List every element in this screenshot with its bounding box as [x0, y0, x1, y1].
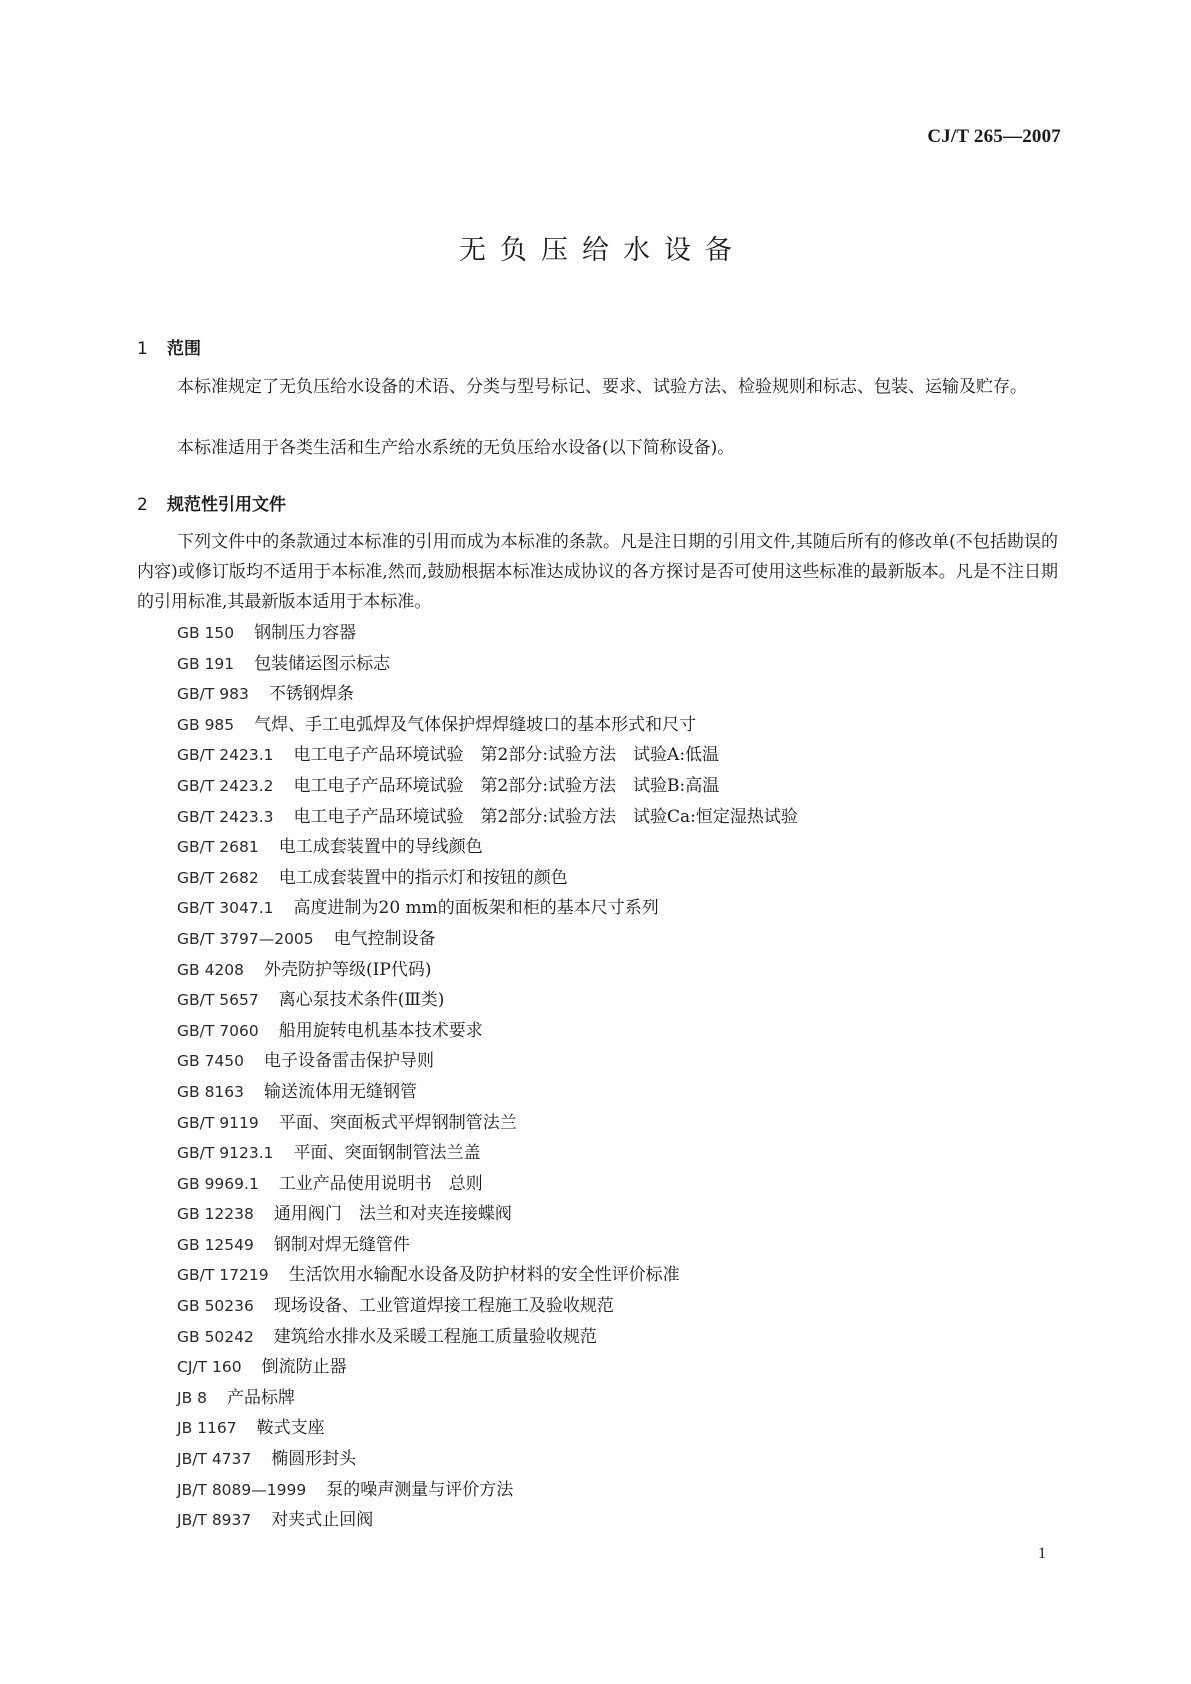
reference-code: GB/T 9123.1	[177, 1144, 274, 1163]
reference-title: 钢制压力容器	[254, 623, 357, 643]
list-item	[177, 802, 798, 833]
reference-title: 泵的噪声测量与评价方法	[326, 1479, 514, 1500]
reference-title: 电工成套装置中的导线颜色	[278, 837, 483, 858]
reference-title: 电工电子产品环境试验 第2部分:试验方法 试验A:低温	[293, 745, 720, 766]
reference-title: 电子设备雷击保护导则	[264, 1051, 435, 1072]
reference-title: 倒流防止器	[261, 1357, 347, 1378]
reference-code: JB/T 8089—1999	[177, 1480, 307, 1499]
reference-title: 通用阀门 法兰和对夹连接蝶阀	[273, 1204, 512, 1225]
scope-paragraph-2: 本标准适用于各类生活和生产给水系统的无负压给水设备(以下简称设备)。	[177, 438, 735, 458]
section-title: 规范性引用文件	[167, 495, 286, 515]
list-item	[177, 893, 798, 924]
list-item	[177, 1260, 798, 1291]
reference-code: GB/T 2423.3	[177, 807, 274, 826]
section-heading-normative-references	[137, 490, 286, 515]
list-item	[177, 1383, 798, 1414]
reference-code: JB/T 4737	[177, 1450, 252, 1469]
reference-code: GB 50242	[177, 1327, 254, 1346]
list-item	[177, 1352, 798, 1383]
reference-code: GB 191	[177, 654, 235, 673]
reference-title: 电工电子产品环境试验 第2部分:试验方法 试验B:高温	[293, 775, 720, 796]
section-title: 范围	[167, 339, 201, 359]
reference-code: JB 1167	[177, 1419, 237, 1438]
reference-title: 高度进制为20 mm的面板架和柜的基本尺寸系列	[293, 898, 659, 919]
document-title: 无负压给水设备	[459, 235, 746, 266]
reference-code: GB 985	[177, 715, 235, 734]
list-item	[177, 679, 798, 710]
reference-title: 离心泵技术条件(Ⅲ类)	[278, 990, 445, 1011]
list-item	[177, 985, 798, 1016]
list-item	[177, 1475, 798, 1506]
reference-code: GB 12549	[177, 1235, 254, 1254]
list-item	[177, 1016, 798, 1047]
reference-title: 船用旋转电机基本技术要求	[278, 1020, 483, 1041]
list-item	[177, 1169, 798, 1200]
reference-code: JB 8	[177, 1388, 207, 1407]
reference-title: 椭圆形封头	[271, 1449, 357, 1470]
list-item	[177, 618, 798, 649]
reference-code: CJ/T 160	[177, 1358, 242, 1377]
reference-title: 生活饮用水输配水设备及防护材料的安全性评价标准	[288, 1265, 680, 1286]
reference-list	[177, 618, 798, 1536]
list-item	[177, 1199, 798, 1230]
list-item	[177, 649, 798, 680]
reference-code: GB/T 3047.1	[177, 899, 274, 918]
list-item	[177, 771, 798, 802]
reference-code: GB 7450	[177, 1052, 245, 1071]
list-item	[177, 1291, 798, 1322]
list-item	[177, 710, 798, 741]
reference-title: 不锈钢焊条	[268, 684, 354, 705]
reference-title: 输送流体用无缝钢管	[264, 1081, 418, 1102]
reference-title: 平面、突面钢制管法兰盖	[293, 1143, 481, 1164]
reference-code: GB 150	[177, 624, 235, 642]
reference-code: GB/T 983	[177, 685, 249, 704]
reference-code: JB/T 8937	[177, 1511, 252, 1530]
reference-code: GB/T 2423.1	[177, 746, 274, 765]
reference-title: 电气控制设备	[333, 928, 436, 949]
list-item	[177, 1444, 798, 1475]
reference-title: 建筑给水排水及采暖工程施工质量验收规范	[273, 1326, 597, 1347]
reference-title: 电工电子产品环境试验 第2部分:试验方法 试验Ca:恒定湿热试验	[293, 806, 798, 827]
list-item	[177, 832, 798, 863]
reference-title: 包装储运图示标志	[254, 653, 391, 674]
reference-code: GB/T 2682	[177, 868, 259, 887]
reference-code: GB/T 2681	[177, 838, 259, 857]
reference-title: 产品标牌	[227, 1387, 295, 1408]
reference-title: 现场设备、工业管道焊接工程施工及验收规范	[273, 1296, 614, 1317]
page-number: 1	[1038, 1545, 1046, 1562]
section-number: 1	[137, 339, 148, 359]
reference-title: 钢制对焊无缝管件	[273, 1234, 410, 1255]
reference-title: 对夹式止回阀	[271, 1510, 374, 1531]
reference-title: 气焊、手工电弧焊及气体保护焊焊缝坡口的基本形式和尺寸	[254, 714, 697, 735]
section-heading-scope	[137, 334, 201, 359]
list-item	[177, 1230, 798, 1261]
reference-code: GB/T 7060	[177, 1021, 259, 1040]
list-item	[177, 955, 798, 986]
reference-code: GB/T 2423.2	[177, 776, 274, 795]
reference-code: GB/T 3797—2005	[177, 929, 314, 948]
reference-code: GB 8163	[177, 1082, 245, 1101]
list-item	[177, 1413, 798, 1444]
reference-code: GB 4208	[177, 960, 245, 979]
reference-code: GB 9969.1	[177, 1174, 259, 1193]
reference-code: GB/T 5657	[177, 991, 259, 1010]
list-item	[177, 1322, 798, 1353]
reference-title: 外壳防护等级(IP代码)	[264, 959, 432, 980]
list-item	[177, 1077, 798, 1108]
scope-paragraph-1: 本标准规定了无负压给水设备的术语、分类与型号标记、要求、试验方法、检验规则和标志、包装、运输及贮存。	[177, 377, 1027, 397]
reference-title: 平面、突面板式平焊钢制管法兰	[278, 1112, 517, 1133]
reference-title: 鞍式支座	[256, 1418, 325, 1439]
section-number: 2	[137, 495, 148, 515]
reference-code: GB 12238	[177, 1205, 254, 1224]
list-item	[177, 1505, 798, 1536]
list-item	[177, 1108, 798, 1139]
list-item	[177, 740, 798, 771]
list-item	[177, 863, 798, 894]
reference-title: 工业产品使用说明书 总则	[278, 1173, 483, 1194]
list-item	[177, 1046, 798, 1077]
references-intro-paragraph: 下列文件中的条款通过本标准的引用而成为本标准的条款。凡是注日期的引用文件,其随后所有的修改单(不包括勘误的内容)或修订版均不适用于本标准,然而,鼓励根据本标准达成协议的各方探讨是否可使用这些标准的最新版本。凡是不注日期的引用标准,其最新版本适用于本标准。	[137, 532, 1058, 612]
reference-code: GB/T 9119	[177, 1113, 259, 1132]
reference-title: 电工成套装置中的指示灯和按钮的颜色	[278, 867, 568, 888]
list-item	[177, 924, 798, 955]
reference-code: GB/T 17219	[177, 1266, 269, 1285]
list-item	[177, 1138, 798, 1169]
reference-code: GB 50236	[177, 1297, 254, 1316]
document-code: CJ/T 265—2007	[927, 126, 1061, 147]
